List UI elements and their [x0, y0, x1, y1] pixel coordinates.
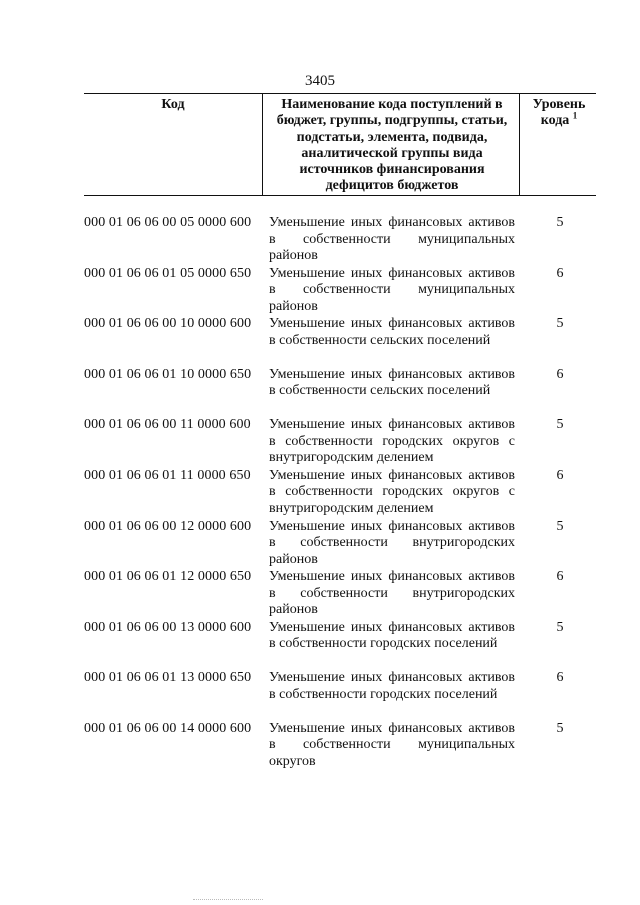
row-name: Уменьшение иных финансовых активов в собственности городских поселений	[269, 619, 515, 652]
row-level: 5	[556, 518, 564, 534]
row-level: 5	[556, 316, 564, 332]
column-divider	[262, 94, 263, 195]
table-row	[84, 367, 596, 418]
header-name: Наименование кода поступлений в бюджет, группы, подгруппы, статьи, подстатьи, элемента, подвида, аналитической группы вида источников финансирования дефицитов бюджетов	[276, 97, 508, 194]
row-code: 000 01 06 06 00 12 0000 600	[84, 518, 252, 534]
table-row	[84, 569, 596, 620]
row-code: 000 01 06 06 00 11 0000 600	[84, 417, 251, 433]
row-name: Уменьшение иных финансовых активов в собственности городских округов с внутригородским делением	[269, 417, 515, 466]
row-code: 000 01 06 06 00 14 0000 600	[84, 720, 252, 736]
row-level: 6	[556, 265, 564, 281]
table-row	[84, 215, 596, 266]
row-name: Уменьшение иных финансовых активов в собственности сельских поселений	[269, 316, 515, 348]
header-level-footnote: 1	[572, 110, 578, 121]
row-code: 000 01 06 06 00 05 0000 600	[84, 215, 252, 230]
row-level: 5	[556, 417, 564, 433]
row-level: 6	[556, 670, 564, 686]
row-code: 000 01 06 06 00 13 0000 600	[84, 619, 252, 635]
row-code: 000 01 06 06 01 05 0000 650	[84, 265, 252, 281]
row-name: Уменьшение иных финансовых активов в собственности внутригородских районов	[269, 518, 515, 567]
row-name: Уменьшение иных финансовых активов в собственности сельских поселений	[269, 366, 515, 399]
row-level: 5	[556, 215, 564, 230]
row-level: 6	[556, 467, 564, 483]
row-code: 000 01 06 06 00 10 0000 600	[84, 316, 252, 332]
table-row	[84, 468, 596, 519]
table-row	[84, 519, 596, 570]
table-header	[84, 93, 596, 196]
table-row	[84, 721, 596, 772]
header-level	[522, 97, 596, 130]
row-name: Уменьшение иных финансовых активов в собственности городских поселений	[269, 670, 515, 702]
row-level: 5	[556, 720, 564, 736]
row-name: Уменьшение иных финансовых активов в собственности муниципальных районов	[269, 215, 515, 263]
table-row	[84, 316, 596, 367]
table-row	[84, 417, 596, 468]
row-level: 6	[556, 366, 564, 382]
column-divider	[519, 94, 520, 195]
row-name: Уменьшение иных финансовых активов в собственности муниципальных районов	[269, 265, 515, 314]
row-level: 5	[556, 619, 564, 635]
row-name: Уменьшение иных финансовых активов в собственности внутригородских районов	[269, 569, 515, 618]
header-code: Код	[161, 97, 185, 112]
page-number: 3405	[305, 73, 335, 89]
header-level-label: Уровень кода	[532, 97, 586, 129]
row-code: 000 01 06 06 01 12 0000 650	[84, 569, 252, 585]
table-row	[84, 620, 596, 671]
table-row	[84, 670, 596, 721]
row-name: Уменьшение иных финансовых активов в собственности городских округов с внутригородским делением	[269, 467, 515, 516]
row-name: Уменьшение иных финансовых активов в собственности муниципальных округов	[269, 720, 515, 769]
scan-artifact	[193, 899, 263, 901]
row-level: 6	[556, 569, 564, 585]
row-code: 000 01 06 06 01 10 0000 650	[84, 366, 252, 382]
row-code: 000 01 06 06 01 13 0000 650	[84, 670, 252, 686]
row-code: 000 01 06 06 01 11 0000 650	[84, 467, 251, 483]
table-body	[84, 215, 596, 772]
table-row	[84, 266, 596, 317]
